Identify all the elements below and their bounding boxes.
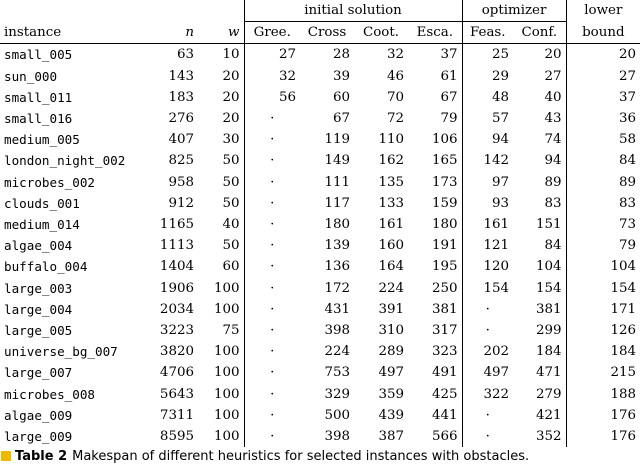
cell-gree: · bbox=[244, 214, 300, 235]
cell-esca: 195 bbox=[431, 259, 458, 275]
cell-n: 276 bbox=[168, 111, 194, 127]
cell-lb: 73 bbox=[566, 214, 640, 235]
header-group-row bbox=[0, 0, 640, 22]
table-row bbox=[0, 426, 640, 447]
cell-cross: 139 bbox=[324, 238, 351, 254]
table-row bbox=[0, 214, 640, 235]
cell-coot: 387 bbox=[378, 429, 405, 445]
table-caption bbox=[0, 448, 640, 466]
cell-cross: 398 bbox=[324, 429, 351, 445]
cell-instance: large_003 bbox=[4, 280, 73, 296]
cell-gree: · bbox=[244, 278, 300, 299]
cell-instance: clouds_001 bbox=[4, 195, 80, 211]
cell-n: 1404 bbox=[159, 259, 194, 275]
cell-gree: · bbox=[244, 172, 300, 193]
cell-n: 3820 bbox=[159, 344, 194, 360]
cell-gree: · bbox=[244, 129, 300, 150]
cell-cross: 67 bbox=[332, 111, 351, 127]
col-n: n bbox=[185, 24, 194, 40]
cell-lb: 176 bbox=[566, 426, 640, 447]
cell-w: 10 bbox=[198, 44, 244, 66]
cell-coot: 135 bbox=[378, 174, 405, 190]
cell-n: 407 bbox=[168, 132, 194, 148]
cell-esca: 425 bbox=[431, 386, 458, 402]
cell-lb: 176 bbox=[566, 405, 640, 426]
cell-w: 100 bbox=[213, 429, 240, 445]
cell-gree: · bbox=[244, 150, 300, 171]
cell-esca: 79 bbox=[440, 111, 458, 127]
cell-conf: 89 bbox=[544, 174, 562, 190]
cell-feas: 121 bbox=[462, 235, 513, 256]
table-row bbox=[0, 172, 640, 193]
cell-esca: 317 bbox=[431, 323, 458, 339]
cell-conf: 381 bbox=[535, 301, 562, 317]
caption-marker-icon bbox=[1, 451, 11, 461]
cell-feas: 94 bbox=[462, 129, 513, 150]
cell-coot: 32 bbox=[354, 44, 408, 66]
cell-esca: 159 bbox=[431, 195, 458, 211]
cell-w: 50 bbox=[222, 238, 240, 254]
cell-instance: small_005 bbox=[0, 44, 150, 66]
cell-conf: 352 bbox=[535, 429, 562, 445]
cell-coot: 161 bbox=[378, 217, 405, 233]
header-lower: lower bbox=[566, 0, 640, 22]
cell-feas: 322 bbox=[462, 384, 513, 405]
cell-feas: 161 bbox=[462, 214, 513, 235]
cell-conf: 151 bbox=[535, 217, 562, 233]
cell-instance: medium_014 bbox=[4, 217, 80, 233]
cell-esca: 37 bbox=[408, 44, 462, 66]
cell-gree: · bbox=[244, 256, 300, 277]
cell-conf: 421 bbox=[535, 407, 562, 423]
cell-gree: · bbox=[244, 426, 300, 447]
cell-w: 20 bbox=[222, 68, 240, 84]
cell-coot: 439 bbox=[378, 407, 405, 423]
cell-lb: 154 bbox=[566, 278, 640, 299]
cell-conf: 43 bbox=[544, 111, 562, 127]
cell-feas: 48 bbox=[462, 87, 513, 108]
table-row bbox=[0, 129, 640, 150]
cell-feas: 120 bbox=[462, 256, 513, 277]
cell-cross: 39 bbox=[332, 68, 351, 84]
cell-instance: large_007 bbox=[4, 365, 73, 381]
table-row bbox=[0, 362, 640, 383]
cell-instance: large_005 bbox=[4, 323, 73, 339]
col-esca: Esca. bbox=[408, 22, 462, 44]
table-row bbox=[0, 320, 640, 341]
cell-conf: 83 bbox=[544, 195, 562, 211]
header-optimizer-label: optimizer bbox=[481, 3, 547, 18]
cell-w: 100 bbox=[213, 344, 240, 360]
col-instance: instance bbox=[4, 24, 62, 40]
cell-feas: · bbox=[462, 320, 513, 341]
cell-w: 75 bbox=[222, 323, 240, 339]
table-row bbox=[0, 44, 640, 66]
cell-coot: 70 bbox=[386, 89, 405, 105]
cell-cross: 111 bbox=[324, 174, 351, 190]
cell-n: 63 bbox=[150, 44, 198, 66]
table-body bbox=[0, 44, 640, 447]
cell-w: 50 bbox=[222, 174, 240, 190]
cell-conf: 20 bbox=[513, 44, 566, 66]
cell-w: 100 bbox=[213, 386, 240, 402]
cell-conf: 84 bbox=[544, 238, 562, 254]
cell-conf: 299 bbox=[535, 323, 562, 339]
col-w: w bbox=[228, 24, 240, 40]
cell-esca: 61 bbox=[440, 68, 458, 84]
cell-n: 183 bbox=[168, 89, 194, 105]
cell-lb: 84 bbox=[566, 150, 640, 171]
cell-instance: small_016 bbox=[4, 111, 73, 127]
cell-conf: 27 bbox=[544, 68, 562, 84]
cell-lb: 215 bbox=[566, 362, 640, 383]
cell-esca: 381 bbox=[431, 301, 458, 317]
cell-coot: 310 bbox=[378, 323, 405, 339]
cell-feas: 25 bbox=[462, 44, 513, 66]
table-row bbox=[0, 108, 640, 129]
cell-lb: 37 bbox=[566, 87, 640, 108]
cell-lb: 126 bbox=[566, 320, 640, 341]
cell-lb: 20 bbox=[566, 44, 640, 66]
cell-esca: 491 bbox=[431, 365, 458, 381]
cell-n: 912 bbox=[168, 195, 194, 211]
cell-conf: 184 bbox=[535, 344, 562, 360]
cell-lb: 171 bbox=[566, 299, 640, 320]
cell-coot: 224 bbox=[378, 280, 405, 296]
cell-w: 20 bbox=[222, 111, 240, 127]
cell-esca: 165 bbox=[431, 153, 458, 169]
cell-cross: 224 bbox=[324, 344, 351, 360]
cell-coot: 164 bbox=[378, 259, 405, 275]
cell-gree: 32 bbox=[244, 66, 300, 87]
cell-gree: · bbox=[244, 108, 300, 129]
cell-w: 50 bbox=[222, 195, 240, 211]
cell-gree: · bbox=[244, 235, 300, 256]
cell-feas: 142 bbox=[462, 150, 513, 171]
cell-cross: 117 bbox=[324, 195, 351, 211]
cell-coot: 289 bbox=[378, 344, 405, 360]
cell-n: 5643 bbox=[159, 386, 194, 402]
cell-feas: 29 bbox=[462, 66, 513, 87]
cell-lb: 27 bbox=[566, 66, 640, 87]
table-row bbox=[0, 66, 640, 87]
cell-w: 50 bbox=[222, 153, 240, 169]
cell-cross: 172 bbox=[324, 280, 351, 296]
cell-n: 1906 bbox=[159, 280, 194, 296]
cell-coot: 160 bbox=[378, 238, 405, 254]
cell-feas: 93 bbox=[462, 193, 513, 214]
cell-esca: 106 bbox=[431, 132, 458, 148]
table-row bbox=[0, 193, 640, 214]
cell-coot: 162 bbox=[378, 153, 405, 169]
cell-conf: 279 bbox=[535, 386, 562, 402]
cell-lb: 188 bbox=[566, 384, 640, 405]
cell-feas: 202 bbox=[462, 341, 513, 362]
cell-n: 143 bbox=[168, 68, 194, 84]
cell-n: 4706 bbox=[159, 365, 194, 381]
cell-cross: 119 bbox=[324, 132, 351, 148]
cell-n: 2034 bbox=[159, 301, 194, 317]
cell-w: 40 bbox=[222, 217, 240, 233]
table-row bbox=[0, 299, 640, 320]
cell-coot: 359 bbox=[378, 386, 405, 402]
cell-conf: 104 bbox=[535, 259, 562, 275]
cell-gree: · bbox=[244, 299, 300, 320]
col-coot: Coot. bbox=[354, 22, 408, 44]
table-row bbox=[0, 87, 640, 108]
cell-esca: 323 bbox=[431, 344, 458, 360]
col-lower-bound: bound bbox=[566, 22, 640, 44]
cell-w: 100 bbox=[213, 407, 240, 423]
cell-n: 958 bbox=[168, 174, 194, 190]
cell-gree: · bbox=[244, 384, 300, 405]
cell-feas: 97 bbox=[462, 172, 513, 193]
cell-instance: microbes_002 bbox=[4, 174, 95, 190]
header-column-row bbox=[0, 22, 640, 44]
col-feas: Feas. bbox=[462, 22, 513, 44]
cell-w: 100 bbox=[213, 301, 240, 317]
cell-instance: sun_000 bbox=[4, 68, 58, 84]
cell-n: 7311 bbox=[159, 407, 194, 423]
cell-instance: large_009 bbox=[4, 429, 73, 445]
cell-coot: 72 bbox=[386, 111, 405, 127]
table-row bbox=[0, 384, 640, 405]
cell-feas: · bbox=[462, 426, 513, 447]
cell-instance: buffalo_004 bbox=[4, 259, 88, 275]
cell-w: 30 bbox=[222, 132, 240, 148]
cell-cross: 136 bbox=[324, 259, 351, 275]
cell-w: 100 bbox=[213, 280, 240, 296]
cell-lb: 79 bbox=[566, 235, 640, 256]
table-row bbox=[0, 278, 640, 299]
cell-esca: 250 bbox=[431, 280, 458, 296]
cell-gree: · bbox=[244, 193, 300, 214]
cell-cross: 60 bbox=[332, 89, 351, 105]
cell-n: 8595 bbox=[159, 429, 194, 445]
cell-feas: 497 bbox=[462, 362, 513, 383]
cell-coot: 497 bbox=[378, 365, 405, 381]
cell-gree: · bbox=[244, 362, 300, 383]
cell-coot: 110 bbox=[378, 132, 405, 148]
cell-gree: · bbox=[244, 341, 300, 362]
cell-feas: · bbox=[462, 299, 513, 320]
cell-instance: london_night_002 bbox=[4, 153, 126, 169]
cell-esca: 180 bbox=[431, 217, 458, 233]
cell-cross: 431 bbox=[324, 301, 351, 317]
table-row bbox=[0, 150, 640, 171]
cell-lb: 184 bbox=[566, 341, 640, 362]
cell-instance: microbes_008 bbox=[4, 386, 95, 402]
cell-esca: 566 bbox=[431, 429, 458, 445]
table-row bbox=[0, 341, 640, 362]
cell-cross: 149 bbox=[324, 153, 351, 169]
cell-conf: 471 bbox=[535, 365, 562, 381]
caption-text: Makespan of different heuristics for selected instances with obstacles. bbox=[72, 449, 530, 464]
cell-feas: 57 bbox=[462, 108, 513, 129]
cell-conf: 40 bbox=[544, 89, 562, 105]
cell-gree: · bbox=[244, 405, 300, 426]
cell-w: 60 bbox=[222, 259, 240, 275]
cell-gree: · bbox=[244, 320, 300, 341]
cell-esca: 173 bbox=[431, 174, 458, 190]
cell-coot: 391 bbox=[378, 301, 405, 317]
cell-conf: 94 bbox=[544, 153, 562, 169]
cell-n: 3223 bbox=[159, 323, 194, 339]
cell-n: 825 bbox=[168, 153, 194, 169]
cell-esca: 441 bbox=[431, 407, 458, 423]
cell-cross: 398 bbox=[324, 323, 351, 339]
cell-instance: medium_005 bbox=[4, 132, 80, 148]
caption-label: Table 2 bbox=[15, 449, 68, 464]
col-cross: Cross bbox=[300, 22, 354, 44]
cell-gree: 27 bbox=[244, 44, 300, 66]
cell-conf: 154 bbox=[535, 280, 562, 296]
cell-w: 100 bbox=[213, 365, 240, 381]
cell-instance: algae_004 bbox=[4, 238, 73, 254]
table-row bbox=[0, 405, 640, 426]
cell-instance: small_011 bbox=[4, 89, 73, 105]
cell-lb: 89 bbox=[566, 172, 640, 193]
cell-w: 20 bbox=[222, 89, 240, 105]
header-initial-solution-label: initial solution bbox=[304, 3, 402, 18]
cell-n: 1113 bbox=[159, 238, 194, 254]
table-row bbox=[0, 256, 640, 277]
cell-coot: 46 bbox=[386, 68, 405, 84]
col-gree: Gree. bbox=[244, 22, 300, 44]
cell-n: 1165 bbox=[159, 217, 194, 233]
header-initial-solution bbox=[244, 0, 462, 22]
header-blank bbox=[0, 0, 244, 22]
cell-conf: 74 bbox=[544, 132, 562, 148]
col-conf: Conf. bbox=[513, 22, 566, 44]
cell-cross: 180 bbox=[324, 217, 351, 233]
cell-lb: 58 bbox=[566, 129, 640, 150]
cell-esca: 67 bbox=[440, 89, 458, 105]
cell-instance: universe_bg_007 bbox=[4, 344, 118, 360]
header-optimizer bbox=[462, 0, 566, 22]
cell-instance: algae_009 bbox=[4, 407, 73, 423]
cell-cross: 500 bbox=[324, 407, 351, 423]
cell-cross: 329 bbox=[324, 386, 351, 402]
cell-lb: 104 bbox=[566, 256, 640, 277]
cell-instance: large_004 bbox=[4, 301, 73, 317]
cell-feas: 154 bbox=[462, 278, 513, 299]
cell-cross: 28 bbox=[300, 44, 354, 66]
cell-lb: 83 bbox=[566, 193, 640, 214]
cell-cross: 753 bbox=[324, 365, 351, 381]
cell-lb: 36 bbox=[566, 108, 640, 129]
cell-gree: 56 bbox=[244, 87, 300, 108]
cell-coot: 133 bbox=[378, 195, 405, 211]
table-row bbox=[0, 235, 640, 256]
cell-esca: 191 bbox=[431, 238, 458, 254]
cell-feas: · bbox=[462, 405, 513, 426]
